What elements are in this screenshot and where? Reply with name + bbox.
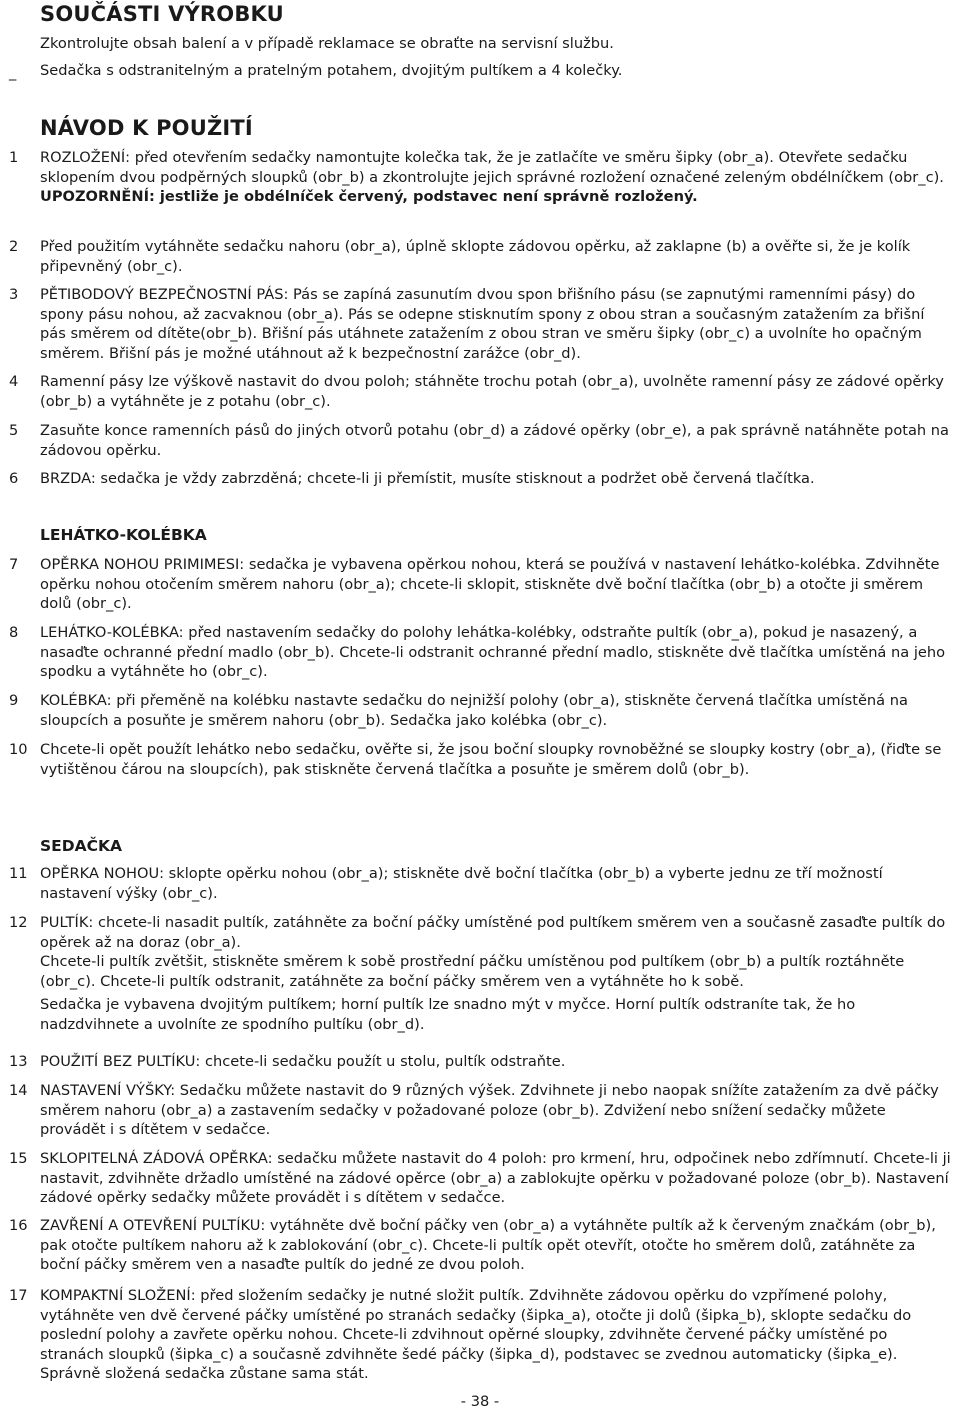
- list-item: [0, 623, 960, 682]
- list-item: [0, 691, 960, 730]
- item-number: 10: [9, 741, 28, 758]
- item-text: Ramenní pásy lze výškově nastavit do dvou poloh; stáhněte trochu potah (obr_a), uvolněte ramenní pásy ze zádové opěrky (obr_b) a vytáhněte je z potahu (obr_c).: [40, 373, 944, 410]
- item-text: PULTÍK: chcete-li nasadit pultík, zatáhněte za boční páčky umístěné pod pultíkem směrem ven a současně zasaďte pultík do opěrek až na doraz (obr_a).: [40, 914, 946, 951]
- list-item: [0, 285, 960, 363]
- item-text: KOMPAKTNÍ SLOŽENÍ: před složením sedačky je nutné složit pultík. Zdvihněte zádovou opěrku do vzpřímené polohy, vytáhněte ven dvě červené páčky umístěné po stranách sedačky (šipka_a), otočte ji dolů (šipka_b), sklopte sedačku do poslední polohy a zavřete opěrku nohou. Chcete-li zdvihnout opěrné sloupky, zdvihněte červené páčky umístěné po stranách sloupků (šipka_c) a současně zdvihněte šedé páčky (šipka_d), podstavec se zvednou automaticky (šipka_e). Správně složená sedačka zůstane sama stát.: [40, 1287, 912, 1383]
- item-text: OPĚRKA NOHOU PRIMIMESI: sedačka je vybavena opěrkou nohou, která se používá v nastavení lehátko-kolébka. Zdvihněte opěrku nohou otočením směrem nahoru (obr_a); chcete-li sklopit, stiskněte dvě boční tlačítka (obr_b) a otočte ji směrem dolů (obr_c).: [40, 556, 940, 613]
- item-text-note: Sedačka je vybavena dvojitým pultíkem; horní pultík lze snadno mýt v myčce. Horní pultík odstraníte tak, že ho nadzdvihnete a uvolníte ze spodního pultíku (obr_d).: [40, 996, 856, 1033]
- item-number: 2: [9, 238, 19, 255]
- parts-line-1: Zkontrolujte obsah balení a v případě reklamace se obraťte na servisní službu.: [40, 35, 614, 52]
- section-title-lounger: LEHÁTKO-KOLÉBKA: [40, 526, 207, 544]
- item-number: 4: [9, 373, 19, 390]
- item-text: ZAVŘENÍ A OTEVŘENÍ PULTÍKU: vytáhněte dvě boční páčky ven (obr_a) a vytáhněte pultík až k červeným značkám (obr_b), pak otočte pultíkem nahoru až k zablokování (obr_c). Chcete-li pultík opět otevřít, otočte ho směrem dolů, zatáhněte za boční páčky směrem ven a nasaďte pultík do jedné ze dvou poloh.: [40, 1217, 936, 1274]
- item-number: 1: [9, 149, 19, 166]
- item-text: Chcete-li opět použít lehátko nebo sedačku, ověřte si, že jsou boční sloupky rovnoběžné se sloupky kostry (obr_a), (řiďte se vytištěnou čárou na sloupcích), pak stiskněte červená tlačítka a posuňte je směrem dolů (obr_b).: [40, 741, 942, 778]
- item-text-continued: Chcete-li pultík zvětšit, stiskněte směrem k sobě prostřední páčku umístěnou pod pultíkem (obr_b) a pultík roztáhněte (obr_c). Chcete-li pultík odstranit, zatáhněte za boční páčky směrem ven a vytáhněte ho k sobě.: [40, 953, 905, 990]
- parts-text: [0, 34, 960, 54]
- item-number: 6: [9, 470, 19, 487]
- list-item: [0, 1052, 960, 1072]
- parts-line-2: Sedačka s odstranitelným a pratelným potahem, dvojitým pultíkem a 4 kolečky.: [40, 62, 623, 79]
- item-text: PĚTIBODOVÝ BEZPEČNOSTNÍ PÁS: Pás se zapíná zasunutím dvou spon břišního pásu (se zapnutými ramenními pásy) do spony pásu nohou, až zacvaknou (obr_a). Pás se odepne stisknutím spony z obou stran a současným zatažením za břišní pás směrem od dítěte(obr_b). Břišní pás utáhnete zatažením z obou stran ve směru šipky (obr_c) a uvolníte ho opačným směrem. Břišní pás je možné utáhnout až k bezpečnostní zarážce (obr_d).: [40, 286, 925, 362]
- list-item: [0, 372, 960, 411]
- item-number: 14: [9, 1082, 28, 1099]
- section-title-seat: SEDAČKA: [40, 837, 122, 855]
- item-number: 13: [9, 1053, 28, 1070]
- item-text: POUŽITÍ BEZ PULTÍKU: chcete-li sedačku použít u stolu, pultík odstraňte.: [40, 1053, 566, 1070]
- item-number: 9: [9, 692, 19, 709]
- item-text: KOLÉBKA: při přeměně na kolébku nastavte sedačku do nejnižší polohy (obr_a), stiskněte červená tlačítka umístěná na sloupcích a posuňte je směrem nahoru (obr_b). Sedačka jako kolébka (obr_c).: [40, 692, 908, 729]
- list-item: [0, 237, 960, 276]
- list-item: [0, 1081, 960, 1140]
- item-number: 15: [9, 1150, 28, 1167]
- list-item: [0, 1216, 960, 1275]
- list-item: [0, 740, 960, 779]
- list-item: [0, 421, 960, 460]
- item-text: ROZLOŽENÍ: před otevřením sedačky namontujte kolečka tak, že je zatlačíte ve směru šipky (obr_a). Otevřete sedačku sklopením dvou podpěrných sloupků (obr_b) a zkontrolujte jejich správné rozložení označené zeleným obdélníčkem (obr_c).: [40, 149, 944, 186]
- item-text: SKLOPITELNÁ ZÁDOVÁ OPĚRKA: sedačku můžete nastavit do 4 poloh: pro krmení, hru, odpočinek nebo zdřímnutí. Chcete-li ji nastavit, zdvihněte držadlo umístěné na zádové opěrce (obr_a) a zablokujte opěrku v požadované poloze (obr_b). Nastavení zádové opěrky sedačky můžete provádět i s dítětem v sedačce.: [40, 1150, 951, 1207]
- item-number: 5: [9, 422, 19, 439]
- item-text: Před použitím vytáhněte sedačku nahoru (obr_a), úplně sklopte zádovou opěrku, až zaklapne (b) a ověřte si, že je kolík připevněný (obr_c).: [40, 238, 911, 275]
- section-title-parts: SOUČÁSTI VÝROBKU: [40, 2, 284, 26]
- parts-text-2: [0, 61, 960, 81]
- list-item: [0, 148, 960, 207]
- item-text: BRZDA: sedačka je vždy zabrzděná; chcete-li ji přemístit, musíte stisknout a podržet obě červená tlačítka.: [40, 470, 815, 487]
- list-item: [0, 1149, 960, 1208]
- warning-text: UPOZORNĚNÍ: jestliže je obdélníček červený, podstavec není správně rozložený.: [40, 188, 698, 206]
- item-number: 12: [9, 914, 28, 931]
- page-number: - 38 -: [460, 1393, 500, 1410]
- item-text: Zasuňte konce ramenních pásů do jiných otvorů potahu (obr_d) a zádové opěrky (obr_e), a pak správně natáhněte potah na zádovou opěrku.: [40, 422, 949, 459]
- item-number: 7: [9, 556, 19, 573]
- item-text: OPĚRKA NOHOU: sklopte opěrku nohou (obr_a); stiskněte dvě boční tlačítka (obr_b) a vyberte jednu ze tří možností nastavení výšky (obr_c).: [40, 865, 883, 902]
- list-item: [0, 864, 960, 903]
- list-item: [0, 469, 960, 489]
- item-text: NASTAVENÍ VÝŠKY: Sedačku můžete nastavit do 9 různých výšek. Zdvihnete ji nebo naopak snížíte zatažením za dvě páčky směrem nahoru (obr_a) a zastavením sedačky v požadované poloze (obr_b). Zdvižení nebo snížení sedačky můžete provádět i s dítětem v sedačce.: [40, 1082, 939, 1139]
- item-text: LEHÁTKO-KOLÉBKA: před nastavením sedačky do polohy lehátka-kolébky, odstraňte pultík (obr_a), pokud je nasazený, a nasaďte ochranné přední madlo (obr_b). Chcete-li odstranit ochranné přední madlo, stiskněte dvě tlačítka umístěná na jeho spodku a vytáhněte ho (obr_c).: [40, 624, 946, 681]
- list-item: [0, 1286, 960, 1384]
- list-item: [0, 555, 960, 614]
- item-number: 11: [9, 865, 28, 882]
- parts-dash: _: [9, 64, 17, 81]
- item-number: 17: [9, 1287, 28, 1304]
- list-item: [0, 913, 960, 1035]
- section-title-manual: NÁVOD K POUŽITÍ: [40, 116, 253, 140]
- item-number: 8: [9, 624, 19, 641]
- item-number: 3: [9, 286, 19, 303]
- item-number: 16: [9, 1217, 28, 1234]
